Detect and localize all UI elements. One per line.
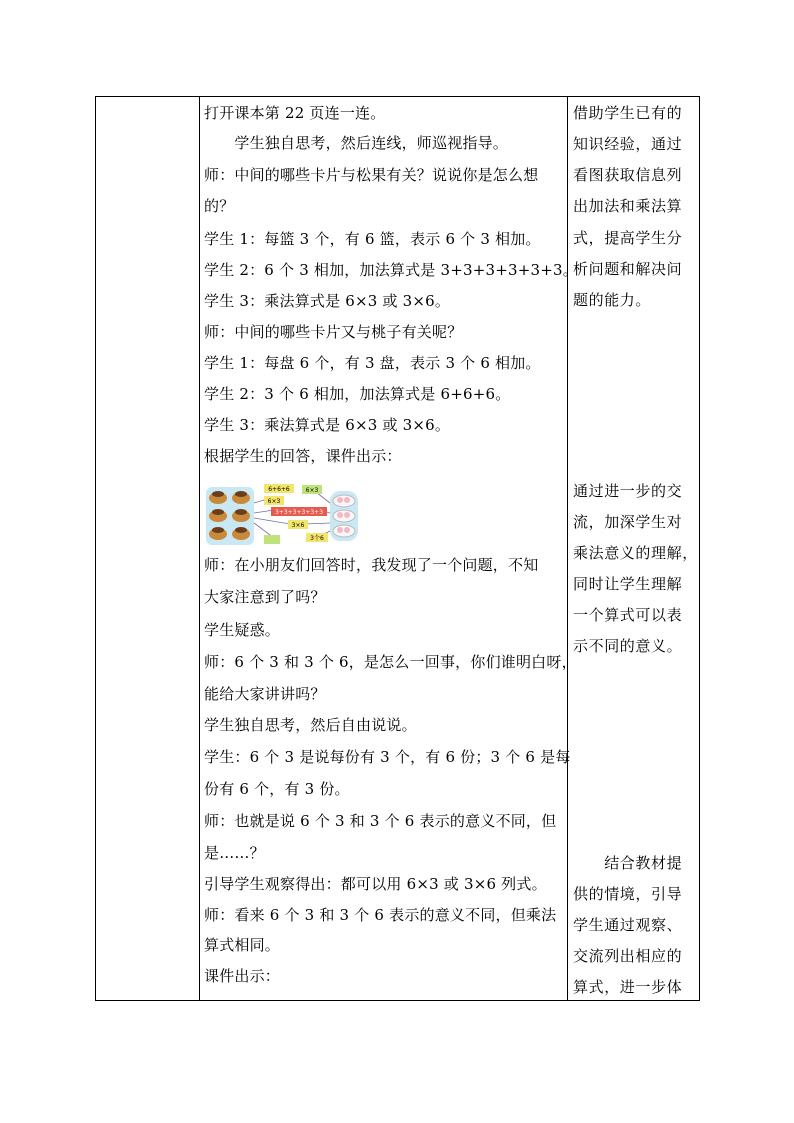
text-line: 学生 2：6 个 3 相加，加法算式是 3+3+3+3+3+3。 — [204, 261, 578, 279]
text-line: 学生 1：每篮 3 个，有 6 篮，表示 6 个 3 相加。 — [204, 230, 541, 248]
note-line: 借助学生已有的 — [573, 104, 683, 122]
text-line: 根据学生的回答，课件出示： — [204, 447, 402, 465]
card-label: 3个6 — [310, 535, 324, 542]
card-label: 3×6 — [291, 522, 305, 529]
text-line: 算式相同。 — [204, 936, 281, 954]
note-line: 供的情境，引导 — [573, 885, 683, 903]
matching-illustration — [204, 483, 359, 548]
note-line: 同时让学生理解 — [573, 575, 683, 593]
card-label: 6×3 — [305, 487, 319, 494]
note-line: 式，提高学生分 — [573, 229, 683, 247]
text-line: 课件出示： — [204, 967, 281, 985]
text-line: 学生独自思考，然后连线，师巡视指导。 — [204, 134, 509, 152]
note-line: 析问题和解决问 — [573, 260, 683, 278]
text-line: 师：在小朋友们回答时，我发现了一个问题，不知 — [204, 556, 539, 574]
note-line: 交流列出相应的 — [573, 947, 683, 965]
note-line: 看图获取信息列 — [573, 166, 683, 184]
text-line: 师：也就是说 6 个 3 和 3 个 6 表示的意义不同，但 — [204, 812, 557, 830]
text-line: 师：中间的哪些卡片与松果有关？说说你是怎么想 — [204, 166, 539, 184]
text-line: 师：6 个 3 和 3 个 6，是怎么一回事，你们谁明白呀， — [204, 653, 577, 671]
column-divider-2 — [567, 97, 568, 1000]
text-line: 学生独自思考，然后自由说说。 — [204, 716, 417, 734]
note-line: 算式，进一步体 — [573, 978, 683, 996]
card-label: 6×3 — [267, 498, 281, 505]
text-line: 是……？ — [204, 844, 265, 862]
peach-plates — [333, 495, 355, 537]
text-line: 能给大家讲讲吗？ — [204, 685, 326, 703]
courseware-figure — [204, 483, 359, 548]
text-line: 的？ — [204, 197, 235, 215]
text-line: 学生 1：每盘 6 个，有 3 盘，表示 3 个 6 相加。 — [204, 354, 541, 372]
text-line: 打开课本第 22 页连一连。 — [204, 104, 386, 122]
text-line: 大家注意到了吗？ — [204, 588, 326, 606]
text-line: 份有 6 个，有 3 份。 — [204, 780, 350, 798]
text-line: 师：中间的哪些卡片又与桃子有关呢？ — [204, 323, 463, 341]
text-line: 学生 2：3 个 6 相加，加法算式是 6+6+6。 — [204, 385, 511, 403]
note-line: 一个算式可以表 — [573, 606, 683, 624]
note-line: 知识经验，通过 — [573, 135, 683, 153]
note-line: 题的能力。 — [573, 291, 652, 309]
note-line: 乘法意义的理解， — [573, 544, 698, 562]
lesson-table — [95, 96, 700, 1001]
text-line: 学生：6 个 3 是说每份有 3 个，有 6 份；3 个 6 是每 — [204, 748, 571, 766]
note-line: 出加法和乘法算 — [573, 197, 683, 215]
note-line: 示不同的意义。 — [573, 637, 683, 655]
column-divider-1 — [199, 97, 200, 1000]
text-line: 学生疑惑。 — [204, 621, 281, 639]
text-line: 学生 3：乘法算式是 6×3 或 3×6。 — [204, 292, 451, 310]
card-bg — [264, 535, 280, 544]
note-line: 通过进一步的交 — [573, 482, 683, 500]
note-line: 结合教材提 — [573, 854, 683, 872]
note-line: 学生通过观察、 — [573, 916, 683, 934]
text-line: 引导学生观察得出：都可以用 6×3 或 3×6 列式。 — [204, 875, 547, 893]
card-label: 3+3+3+3+3+3 — [274, 509, 324, 516]
text-line: 学生 3：乘法算式是 6×3 或 3×6。 — [204, 416, 451, 434]
card-label: 6+6+6 — [268, 486, 290, 493]
note-line: 流，加深学生对 — [573, 513, 683, 531]
text-line: 师：看来 6 个 3 和 3 个 6 表示的意义不同，但乘法 — [204, 906, 557, 924]
